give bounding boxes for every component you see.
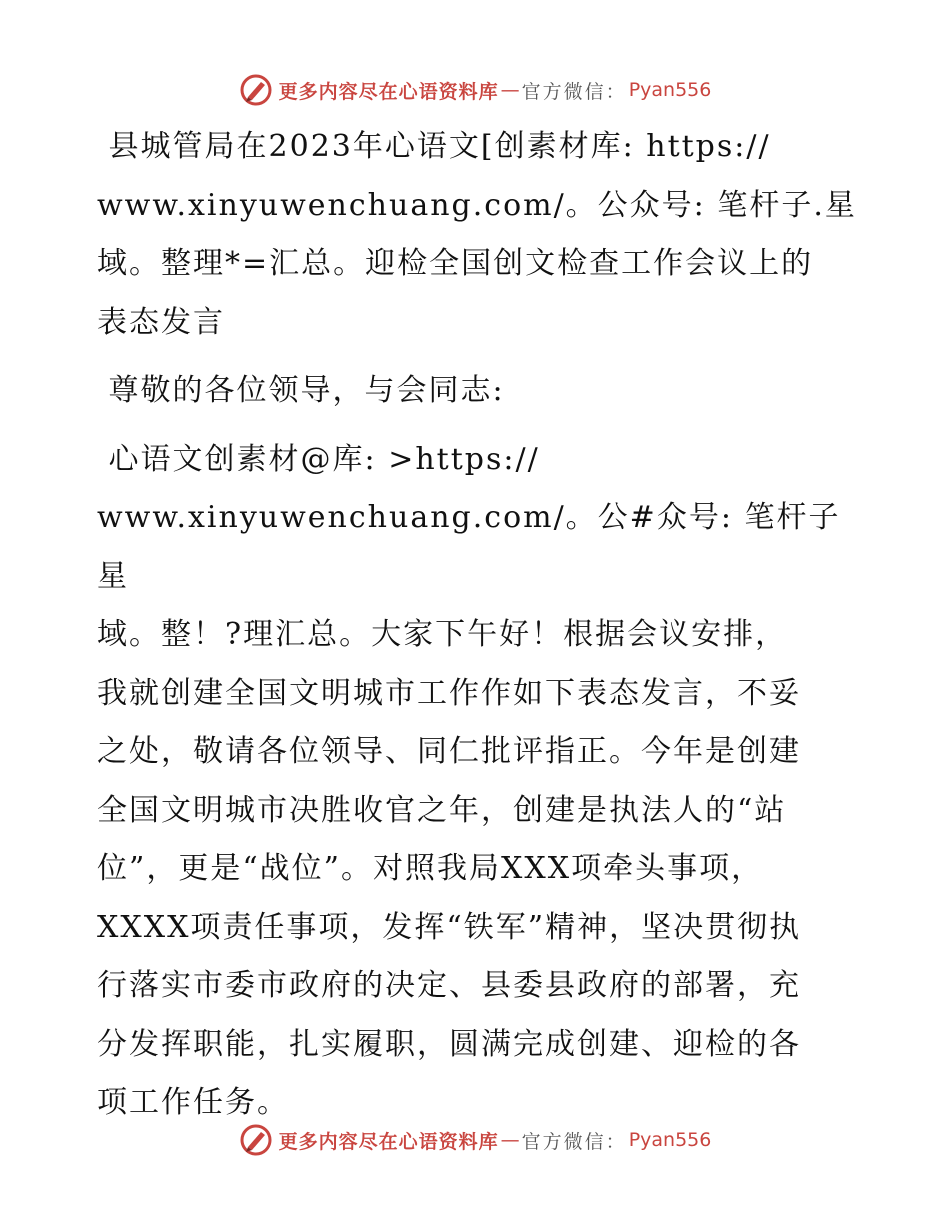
pen-logo-icon <box>239 1123 273 1157</box>
header-watermark-banner <box>0 70 950 110</box>
document-title: 县城管局在2023年心语文[创素材库: https:// www.xinyuwenchuang.com/。公众号: 笔杆子.星 域。整理*=汇总。迎检全国创文检查工作会议上的 表态发言 <box>97 129 857 340</box>
banner-main-text: 更多内容尽在心语资料库 <box>278 1130 499 1153</box>
body-paragraph: 心语文创素材@库: >https:// www.xinyuwenchuang.com/。公#众号: 笔杆子星 域。整！?理汇总。大家下午好！根据会议安排， 我就创建全国文明城市工作作如下表态发言，不妥 之处，敬请各位领导、同仁批评指正。今年是创建 全国文明城市决胜收官之年，创建是执法人的“站 位”，更是“战位”。对照我局XXX项牵头事项， XXXX项责任事项，发挥“铁军”精神，坚决贯彻执 行落实市委市政府的决定、县委县政府的部署，充 分发挥职能，扎实履职，圆满完成创建、迎检的各 项工作任务。 <box>97 441 841 1120</box>
banner-colon: ： <box>605 1130 625 1153</box>
banner-colon: ： <box>605 80 625 103</box>
greeting: 尊敬的各位领导，与会同志: <box>97 373 505 408</box>
banner-sub-text: 官方微信 <box>521 80 606 103</box>
banner-wechat-id: Pyan556 <box>628 1129 712 1151</box>
footer-watermark-banner <box>0 1120 950 1160</box>
banner-dash: — <box>500 1129 520 1151</box>
document-body <box>97 118 857 1133</box>
spacer <box>97 421 857 431</box>
banner-main-text: 更多内容尽在心语资料库 <box>278 80 499 103</box>
banner-wechat-id: Pyan556 <box>628 79 712 101</box>
banner-dash: — <box>500 79 520 101</box>
pen-logo-icon <box>239 73 273 107</box>
banner-sub-text: 官方微信 <box>521 1130 606 1153</box>
spacer <box>97 352 857 362</box>
